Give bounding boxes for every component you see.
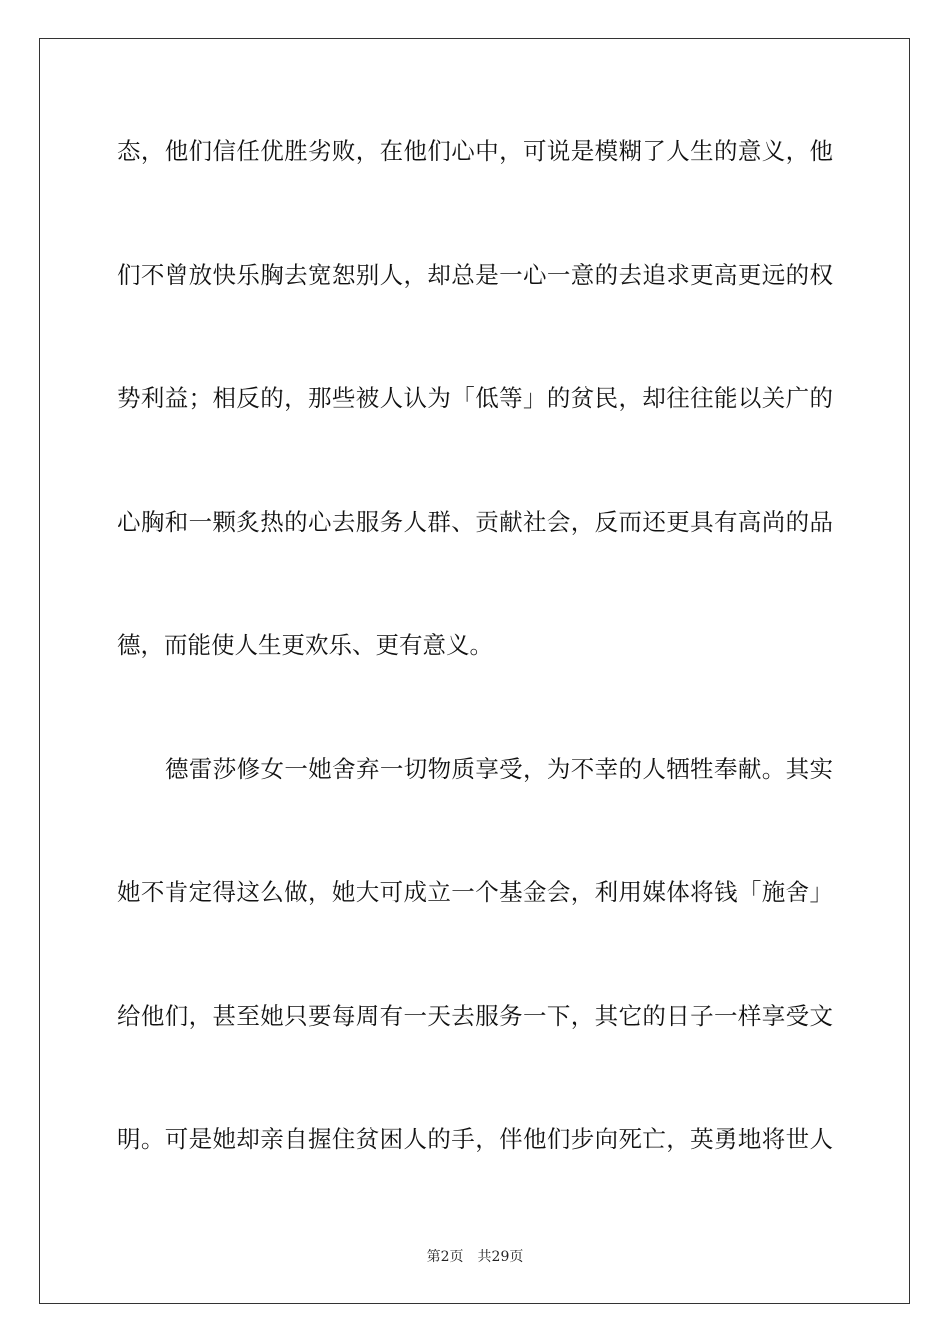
text-line: 她不肯定得这么做，她大可成立一个基金会，利用媒体将钱「施舍」 (117, 878, 833, 906)
text-line: 明。可是她却亲自握住贫困人的手，伴他们步向死亡，英勇地将世人 (117, 1125, 833, 1153)
text-line: 给他们，甚至她只要每周有一天去服务一下，其它的日子一样享受文 (117, 1001, 833, 1030)
document-body (117, 121, 833, 1233)
page-total: 共29页 (477, 1249, 524, 1265)
page-footer (0, 1246, 950, 1266)
text-line: 们不曾放快乐胸去宽恕别人，却总是一心一意的去追求更高更远的权 (117, 260, 833, 289)
text-line: 心胸和一颗炙热的心去服务人群、贡献社会，反而还更具有高尚的品 (117, 507, 833, 536)
text-line: 德雷莎修女一她舍弃一切物质享受，为不幸的人牺牲奉献。其实 (165, 754, 833, 783)
text-line: 德，而能使人生更欢乐、更有意义。 (117, 631, 493, 659)
text-line: 态，他们信任优胜劣败，在他们心中，可说是模糊了人生的意义，他 (117, 137, 833, 165)
page-number: 第2页 (426, 1249, 464, 1265)
text-line: 势利益；相反的，那些被人认为「低等」的贫民，却往往能以关广的 (117, 384, 833, 412)
